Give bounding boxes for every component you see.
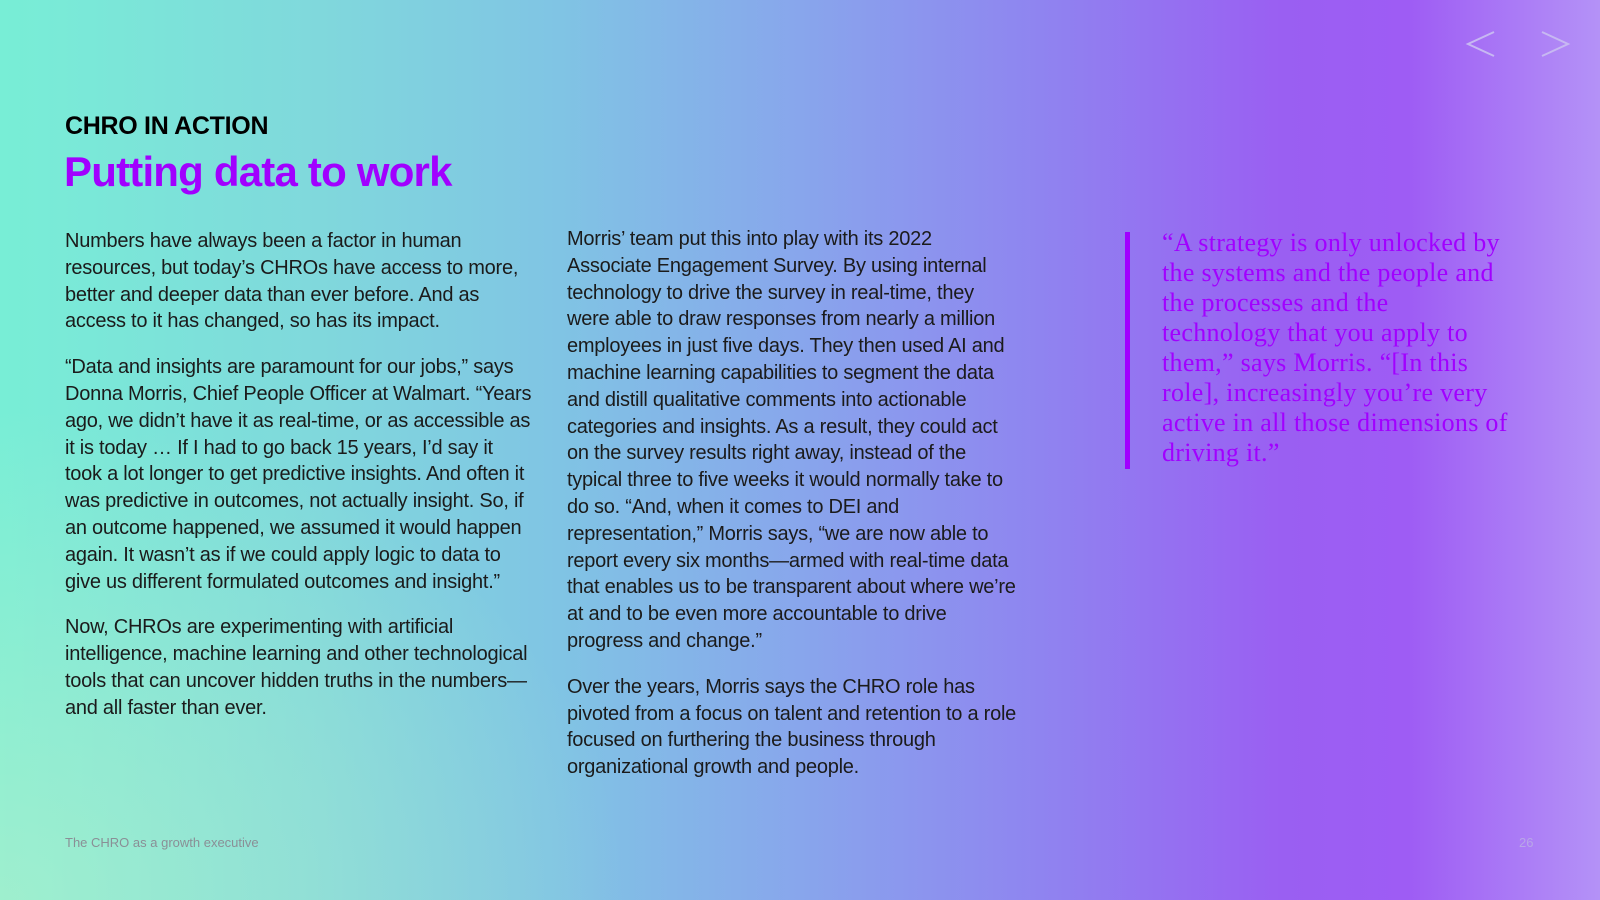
section-eyebrow: CHRO IN ACTION [65, 112, 269, 140]
body-paragraph: Numbers have always been a factor in human resources, but today’s CHROs have access to more, better and deeper data than ever before. And as access to it has changed, so has its impact. [65, 230, 519, 333]
body-column-middle [567, 226, 1019, 800]
body-column-left [65, 228, 533, 741]
chevron-left-icon [1464, 28, 1498, 60]
page-title: Putting data to work [64, 148, 452, 195]
body-paragraph: “Data and insights are paramount for our jobs,” says Donna Morris, Chief People Officer at Walmart. “Years ago, we didn’t have it as real-time, or as accessible as it is today … If I had to go back 15 years, I’d say it took a lot longer to get predictive insights. And often it was predictive in outcomes, not actually insight. So, if an outcome happened, we assumed it would happen again. It wasn’t as if we could apply logic to data to give us different formulated outcomes and insight.” [65, 356, 532, 593]
pullquote-rule [1125, 232, 1130, 469]
body-paragraph: Now, CHROs are experimenting with artificial intelligence, machine learning and other technological tools that can uncover hidden truths in the numbers—and all faster than ever. [65, 616, 528, 719]
pullquote: “A strategy is only unlocked by the systems and the people and the processes and the technology that you apply to them,” says Morris. “[In this role], increasingly you’re very active in all those dimensions of driving it.” [1162, 228, 1508, 467]
body-paragraph: Over the years, Morris says the CHRO role has pivoted from a focus on talent and retention to a role focused on furthering the business through organizational growth and people. [567, 675, 1017, 779]
page-number: 26 [1519, 835, 1534, 850]
body-paragraph: Morris’ team put this into play with its 2022 Associate Engagement Survey. By using internal technology to drive the survey in real-time, they were able to draw responses from nearly a million employees in just five days. They then used AI and machine learning capabilities to segment the data and distill qualitative comments into actionable categories and insights. As a result, they could act on the survey results right away, instead of the typical three to five weeks it would normally take to do so. “And, when it comes to DEI and representation,” Morris says, “we are now able to report every six months—armed with real-time data that enables us to be transparent about where we’re at and to be even more accountable to drive progress and change.” [567, 228, 1016, 652]
chevron-right-icon [1538, 28, 1572, 60]
previous-page-button[interactable] [1464, 28, 1498, 60]
footer-document-title: The CHRO as a growth executive [65, 835, 259, 850]
next-page-button[interactable] [1538, 28, 1572, 60]
